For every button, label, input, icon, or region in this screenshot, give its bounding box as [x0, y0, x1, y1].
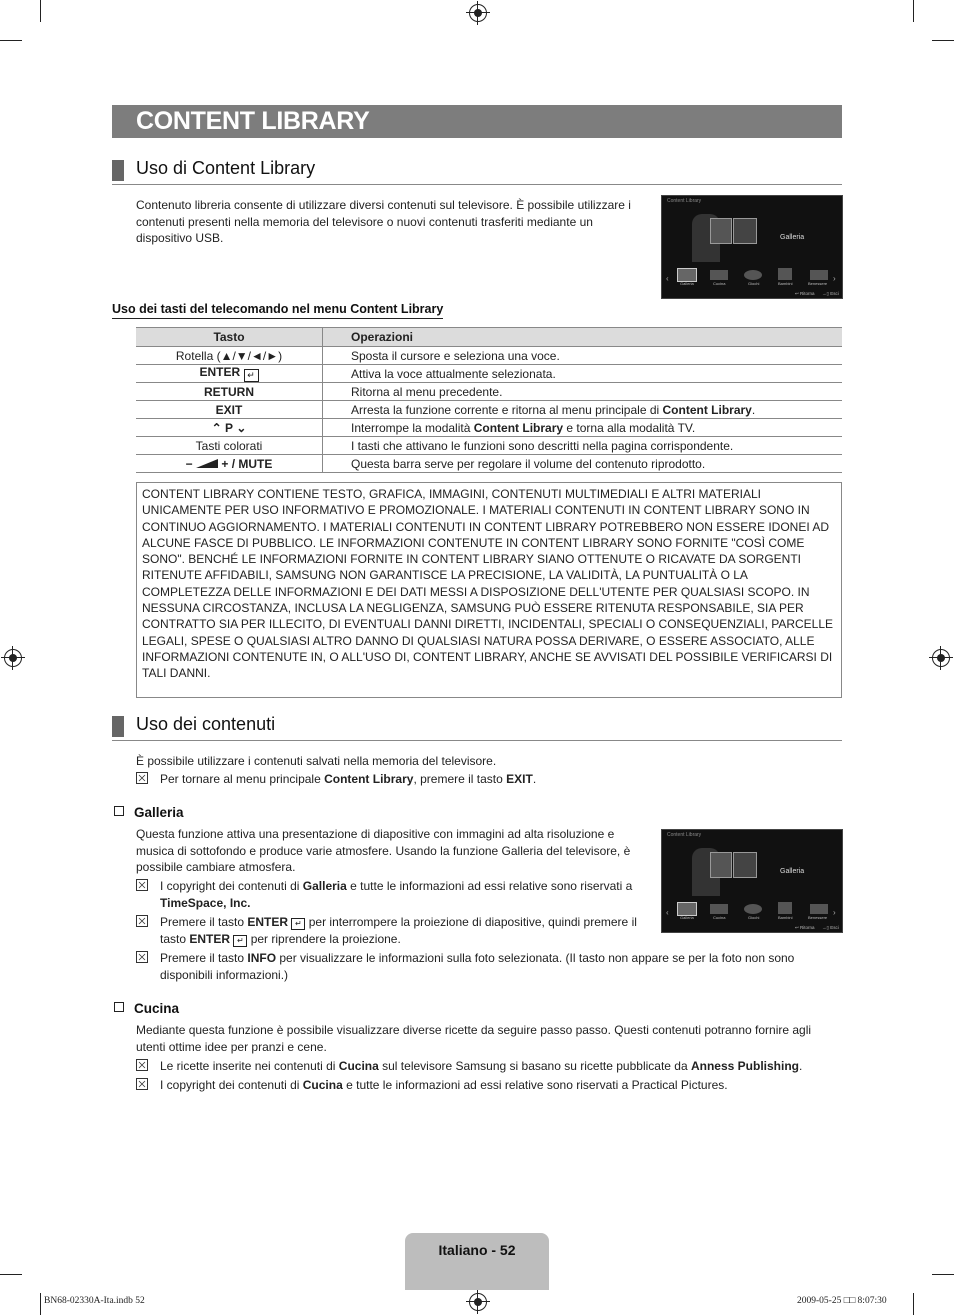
- section-marker: [112, 716, 124, 737]
- note-text: , premere il tasto: [413, 772, 507, 786]
- table-row: [136, 401, 842, 419]
- note-icon: [136, 915, 148, 927]
- key-cell: [136, 419, 323, 437]
- menu-item-label: Giochi: [748, 281, 760, 286]
- checkbox-icon: [114, 806, 124, 816]
- tv-screenshot: [661, 829, 843, 933]
- note-text: I copyright dei contenuti di: [160, 1078, 303, 1092]
- section-heading: [112, 714, 842, 741]
- screenshot-header: Content Library: [667, 832, 702, 838]
- registration-mark-icon: [932, 649, 950, 667]
- crop-mark: [40, 1293, 41, 1315]
- table-row: [136, 455, 842, 473]
- volume-ramp-icon: [196, 459, 218, 468]
- table-row: [136, 365, 842, 383]
- table-row: [136, 419, 842, 437]
- return-label: Ritorna: [800, 291, 815, 296]
- registration-mark-icon: [4, 649, 22, 667]
- exit-label: Esci: [830, 291, 839, 296]
- note-text: e tutte le informazioni ad essi relative sono riservati a Practical Pictures.: [342, 1078, 728, 1092]
- column-header: Tasto: [136, 328, 323, 347]
- disclaimer-box: [136, 482, 842, 698]
- return-hint: ↩ Ritorna: [795, 925, 815, 930]
- photo-frame: [710, 852, 732, 878]
- menu-item-label: Cucina: [713, 915, 726, 920]
- note-icon: [136, 1059, 148, 1071]
- subsection-heading: [114, 1001, 179, 1016]
- volume-minus-icon: −: [185, 456, 193, 471]
- note-icon: [136, 1078, 148, 1090]
- table-title: Uso dei tasti del telecomando nel menu Content Library: [112, 302, 443, 319]
- disclaimer-text: CONTENT LIBRARY CONTIENE TESTO, GRAFICA, IMMAGINI, CONTENUTI MULTIMEDIALI E ALTRI MATERIALI UNICAMENTE PER USO INFORMATIVO E PROMOZIONALE. I MATERIALI CONTENUTI IN CONTENT LIBRARY SONO IN CONTINUO AGGIORNAMENTO. I MATERIALI CONTENUTI IN CONTENT LIBRARY POTREBBERO NON ESSERE IDONEI AD ALCUNE FASCE DI PUBBLICO. LE INFORMAZIONI CONTENUTE IN CONTENT LIBRARY SONO FORNITE "COSÌ COME SONO". BENCHÉ LE INFORMAZIONI FORNITE IN CONTENT LIBRARY SIANO OTTENUTE O RICAVATE DA SORGENTI RITENUTE AFFIDABILI, SAMSUNG NON GARANTISCE LA PRECISIONE, LA VALIDITÀ, LA PUNTUALITÀ O LA COMPLETEZZA DELLE INFORMAZIONI E DEI DATI MESSI A DISPOSIZIONE DELL'UTENTE PER QUALSIASI SCOPO. IN NESSUNA CIRCOSTANZA, INCLUSA LA NEGLIGENZA, SAMSUNG PUÒ ESSERE RITENUTA RESPONSABILE, SIA PER CONTRATTO SIA PER ILLECITO, DI EVENTUALI DANNI DIRETTI, INCIDENTALI, SPECIALI O CONSEQUENZIALI, PARCELLE LEGALI, SPESE O QUALSIASI ALTRO DANNO DI QUALSIASI NATURA POSSA DERIVARE, O ESSERE ASSOCIATO, ALLE INFORMAZIONI CONTENUTE IN, O ALL'USO DI, CONTENT LIBRARY, ANCHE SE AVVISATI DEL POSSIBILE VERIFICARSI DI TALI DANNI.: [142, 487, 834, 681]
- enter-icon: ↵: [233, 935, 247, 947]
- menu-item-icon: [744, 270, 762, 280]
- arrow-right-icon: ›: [833, 908, 836, 917]
- menu-item-label: Cucina: [713, 281, 726, 286]
- photo-frame: [733, 218, 757, 244]
- key-label: / MUTE: [231, 456, 273, 471]
- note-text: Premere il tasto: [160, 915, 248, 929]
- crop-mark: [913, 1293, 914, 1315]
- intro-paragraph: Contenuto libreria consente di utilizzare diversi contenuti sul televisore. È possibile utilizzare i contenuti presenti nella memoria del televisore o nuovi contenuti trasferiti mediante un dispositivo USB.: [136, 198, 631, 245]
- menu-item-label: Giochi: [748, 915, 760, 920]
- enter-icon: ↵: [244, 369, 259, 382]
- menu-item-icon: [710, 270, 728, 280]
- key-cell: Rotella (▲/▼/◄/►): [136, 347, 323, 365]
- page-title-bar: [112, 105, 842, 138]
- note: [136, 1058, 860, 1075]
- section-title: Uso dei contenuti: [136, 714, 276, 734]
- remote-keys-table: [136, 327, 842, 473]
- note-text: Per tornare al menu principale: [160, 772, 325, 786]
- operation-cell: Attiva la voce attualmente selezionata.: [323, 365, 843, 383]
- section-title: Uso di Content Library: [136, 158, 316, 178]
- page-title: CONTENT LIBRARY: [136, 107, 370, 135]
- note-icon: [136, 951, 148, 963]
- menu-item-icon: [810, 270, 828, 280]
- menu-item-icon: [778, 268, 792, 280]
- note-bold: TimeSpace, Inc.: [160, 896, 251, 910]
- note-bold: Cucina: [302, 1078, 343, 1092]
- arrow-right-icon: ›: [833, 274, 836, 283]
- chevron-up-icon: ⌃: [211, 420, 222, 435]
- registration-mark-icon: [469, 1293, 487, 1311]
- note-bold: Anness Publishing: [690, 1059, 799, 1073]
- gallery-label: Galleria: [780, 868, 805, 875]
- note: [136, 771, 860, 788]
- crop-mark: [40, 0, 41, 22]
- subsection-title: Cucina: [134, 1001, 180, 1016]
- exit-hint: →▯ Esci: [822, 291, 839, 296]
- footer-date: 2009-05-25 □□ 8:07:30: [797, 1296, 887, 1306]
- section-intro: È possibile utilizzare i contenuti salvati nella memoria del televisore.: [136, 754, 497, 768]
- operation-cell: Questa barra serve per regolare il volume del contenuto riprodotto.: [323, 455, 843, 473]
- note-bold: EXIT: [506, 772, 533, 786]
- note-text: Premere il tasto: [160, 951, 248, 965]
- operation-cell: [323, 401, 843, 419]
- crop-mark: [913, 0, 914, 22]
- operation-cell: Ritorna al menu precedente.: [323, 383, 843, 401]
- note-bold: Galleria: [302, 879, 347, 893]
- operation-text: Interrompe la modalità: [351, 420, 474, 435]
- crop-mark: [932, 1274, 954, 1275]
- crop-mark: [932, 40, 954, 41]
- exit-hint: →▯ Esci: [822, 925, 839, 930]
- operation-cell: [323, 419, 843, 437]
- key-label: P: [224, 420, 233, 435]
- operation-bold: Content Library: [662, 402, 752, 417]
- key-cell: Tasti colorati: [136, 437, 323, 455]
- menu-item-icon: [677, 902, 697, 916]
- checkbox-icon: [114, 1002, 124, 1012]
- operation-text: e torna alla modalità TV.: [563, 420, 696, 435]
- table-row: [136, 347, 842, 365]
- menu-item-label: Bambini: [778, 915, 793, 920]
- menu-item-label: Galleria: [680, 281, 694, 286]
- page-number-tab: [405, 1233, 549, 1290]
- menu-item-label: Benessere: [808, 915, 828, 920]
- tv-screenshot: [661, 195, 843, 299]
- note-icon: [136, 879, 148, 891]
- volume-plus-icon: +: [221, 456, 229, 471]
- menu-item-icon: [810, 904, 828, 914]
- crop-mark: [0, 1274, 22, 1275]
- screenshot-header: Content Library: [667, 198, 702, 204]
- return-hint: ↩ Ritorna: [795, 291, 815, 296]
- note: [136, 1077, 860, 1094]
- section-heading: [112, 158, 842, 185]
- gallery-label: Galleria: [780, 234, 805, 241]
- note-bold: Content Library: [324, 772, 414, 786]
- note-bold: ENTER: [247, 915, 289, 929]
- operation-text: Arresta la funzione corrente e ritorna al menu principale di: [351, 402, 663, 417]
- key-cell: RETURN: [136, 383, 323, 401]
- chevron-down-icon: ⌄: [236, 420, 247, 435]
- column-header: Operazioni: [323, 328, 843, 347]
- menu-item-icon: [677, 268, 697, 282]
- table-row: [136, 383, 842, 401]
- note-text: per interrompere la proiezione di diapositive, quindi premere il tasto: [160, 915, 637, 946]
- note-bold: ENTER: [189, 932, 231, 946]
- note-text: per visualizzare le informazioni sulla foto selezionata. (Il tasto non appare se per la foto non sono disponibili informazioni.): [160, 951, 795, 982]
- note-text: .: [799, 1059, 803, 1073]
- registration-mark-icon: [469, 4, 487, 22]
- photo-frame: [710, 218, 732, 244]
- table-header-row: [136, 328, 842, 347]
- operation-text: .: [751, 402, 756, 417]
- galleria-paragraph: Questa funzione attiva una presentazione di diapositive con immagini ad alta risoluzione e musica di sottofondo e produce varie atmosfere. Usando la funzione Galleria del televisore, è possibile cambiare atmosfera.: [136, 827, 631, 874]
- menu-item-icon: [778, 902, 792, 914]
- table-row: [136, 437, 842, 455]
- menu-item-label: Bambini: [778, 281, 793, 286]
- key-cell: EXIT: [136, 401, 323, 419]
- return-label: Ritorna: [800, 925, 815, 930]
- photo-frame: [733, 852, 757, 878]
- menu-item-icon: [710, 904, 728, 914]
- crop-mark: [0, 40, 22, 41]
- note-bold: Cucina: [338, 1059, 379, 1073]
- section-marker: [112, 160, 124, 181]
- subsection-title: Galleria: [134, 805, 184, 820]
- key-cell: [136, 455, 323, 473]
- menu-item-label: Galleria: [680, 915, 694, 920]
- note: [136, 914, 650, 948]
- note-text: .: [532, 772, 537, 786]
- operation-bold: Content Library: [473, 420, 564, 435]
- operation-cell: I tasti che attivano le funzioni sono descritti nella pagina corrispondente.: [323, 437, 843, 455]
- note-bold: INFO: [247, 951, 277, 965]
- note-text: per riprendere la proiezione.: [247, 932, 401, 946]
- note-text: sul televisore Samsung si basano su ricette pubblicate da: [378, 1059, 691, 1073]
- arrow-left-icon: ‹: [666, 274, 669, 283]
- note-text: e tutte le informazioni ad essi relative sono riservati a: [346, 879, 633, 893]
- enter-icon: ↵: [291, 918, 305, 930]
- operation-cell: Sposta il cursore e seleziona una voce.: [323, 347, 843, 365]
- note-text: Le ricette inserite nei contenuti di: [160, 1059, 339, 1073]
- menu-item-label: Benessere: [808, 281, 828, 286]
- note: [136, 950, 840, 984]
- arrow-left-icon: ‹: [666, 908, 669, 917]
- note: [136, 878, 650, 912]
- key-cell: [136, 365, 323, 383]
- subsection-heading: [114, 805, 184, 820]
- key-label: ENTER: [199, 365, 241, 379]
- cucina-paragraph: Mediante questa funzione è possibile visualizzare diverse ricette da seguire passo passo. Questi contenuti potranno fornire agli utenti ottime idee per pranzi e cene.: [136, 1023, 812, 1054]
- menu-item-icon: [744, 904, 762, 914]
- note-icon: [136, 772, 148, 784]
- note-text: I copyright dei contenuti di: [160, 879, 303, 893]
- exit-label: Esci: [830, 925, 839, 930]
- page-number: Italiano - 52: [438, 1242, 516, 1258]
- footer-file: BN68-02330A-Ita.indb 52: [44, 1296, 145, 1306]
